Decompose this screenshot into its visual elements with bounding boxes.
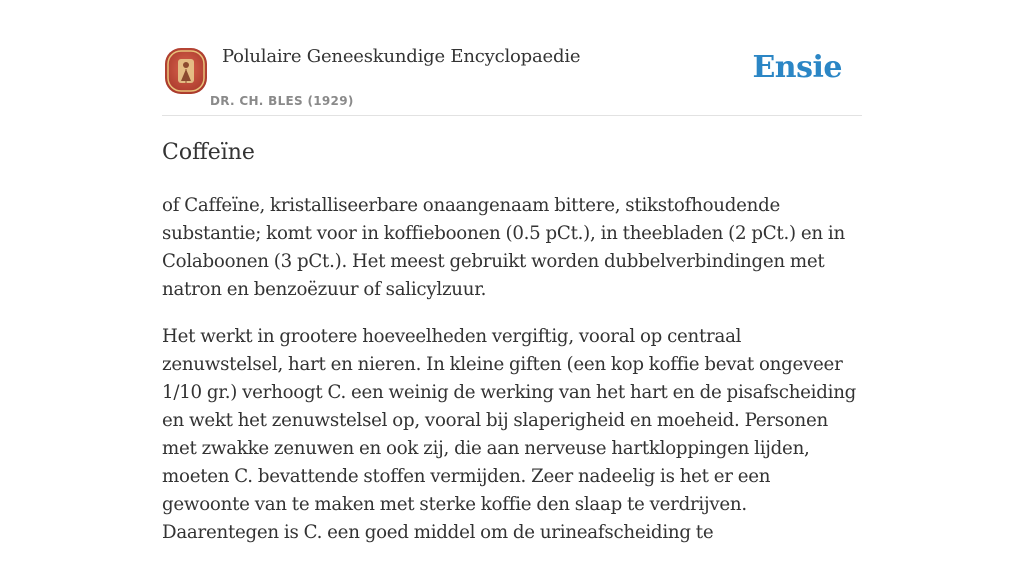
article-paragraph: Het werkt in grootere hoeveelheden vergiftig, vooral op centraal zenuwstelsel, hart en nieren. In kleine giften (een kop koffie bevat ongeveer 1/10 gr.) verhoogt C. een weinig de werking van het hart en de pisafscheiding en wekt het zenuwstelsel op, vooral bij slaperigheid en moeheid. Personen met zwakke zenuwen en ook zij, die aan nerveuse hartkloppingen lijden, moeten C. bevattende stoffen vermijden. Zeer nadeelig is het er een gewoonte van te maken met sterke koffie den slaap te verdrijven. Daarentegen is C. een goed middel om de urineafscheiding te [162, 326, 857, 543]
header [162, 0, 862, 116]
publication-title[interactable]: Polulaire Geneeskundige Encyclopaedie [222, 46, 581, 67]
publication-author: DR. CH. BLES (1929) [210, 94, 354, 108]
ensie-logo-link[interactable]: Ensie [752, 50, 842, 85]
book-cover-icon[interactable] [164, 47, 208, 95]
page [162, 0, 862, 543]
article-body [162, 192, 862, 566]
article-paragraph: of Caffeïne, kristalliseerbare onaangenaam bittere, stikstofhoudende substantie; komt voor in koffieboonen (0.5 pCt.), in theebladen (2 pCt.) en in Colaboonen (3 pCt.). Het meest gebruikt worden dubbelverbindingen met natron en benzoëzuur of salicylzuur. [162, 195, 845, 300]
article-headword: Coffeïne [162, 140, 255, 165]
